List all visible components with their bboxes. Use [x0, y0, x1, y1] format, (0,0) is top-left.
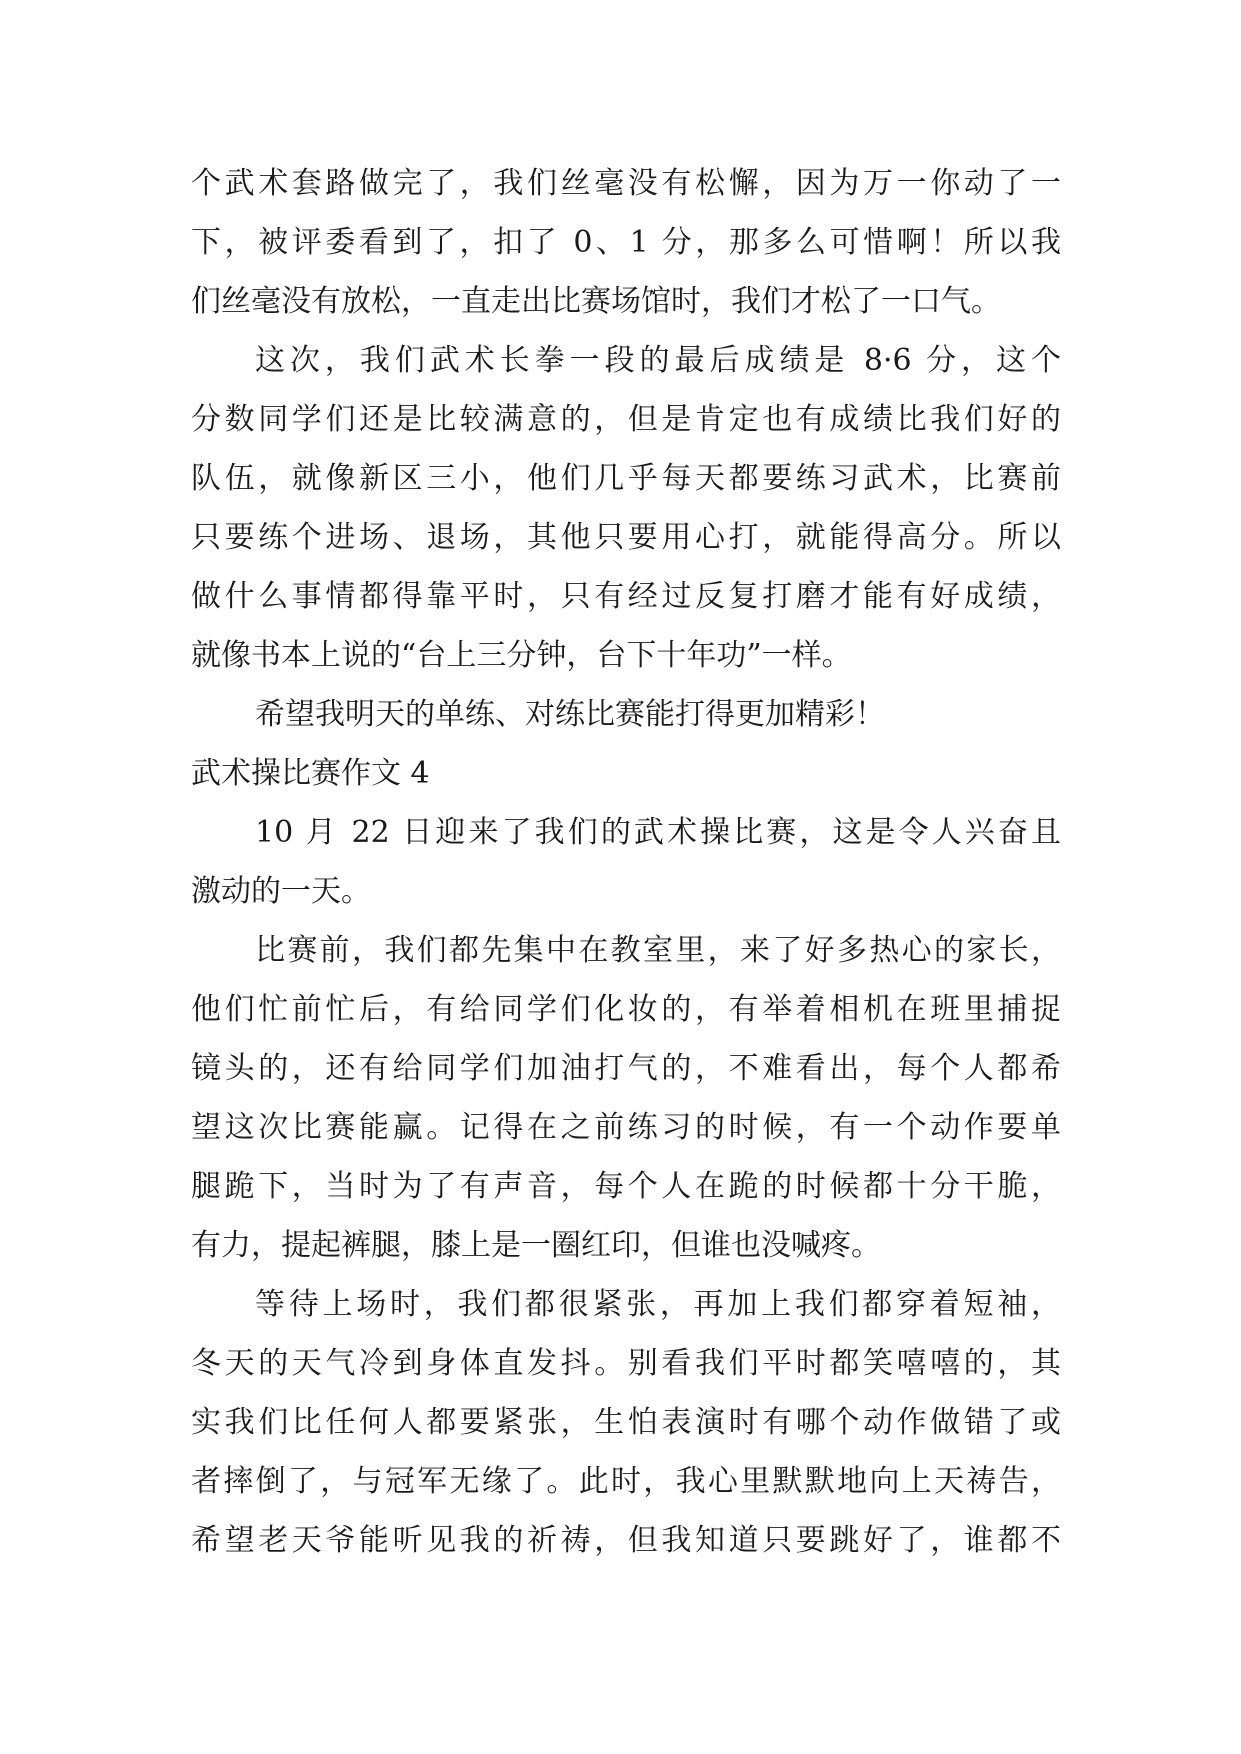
section-heading: 武术操比赛作文 4	[191, 756, 430, 791]
text-line: 望这次比赛能赢。记得在之前练习的时候，有一个动作要单	[191, 1110, 1061, 1145]
text-line: 者摔倒了，与冠军无缘了。此时，我心里默默地向上天祷告，	[191, 1464, 1061, 1499]
text-line: 比赛前，我们都先集中在教室里，来了好多热心的家长，	[255, 933, 1061, 968]
text-line: 下，被评委看到了，扣了 0、1 分，那多么可惜啊！所以我	[191, 225, 1061, 260]
text-line: 队伍，就像新区三小，他们几乎每天都要练习武术，比赛前	[191, 461, 1061, 496]
text-line: 有力，提起裤腿，膝上是一圈红印，但谁也没喊疼。	[191, 1228, 881, 1263]
text-line: 他们忙前忙后，有给同学们化妆的，有举着相机在班里捕捉	[191, 992, 1061, 1027]
text-line: 个武术套路做完了，我们丝毫没有松懈，因为万一你动了一	[191, 166, 1061, 201]
text-line: 激动的一天。	[191, 874, 371, 909]
text-line: 这次，我们武术长拳一段的最后成绩是 8·6 分，这个	[255, 343, 1061, 378]
text-line: 只要练个进场、退场，其他只要用心打，就能得高分。所以	[191, 520, 1061, 555]
text-line: 希望老天爷能听见我的祈祷，但我知道只要跳好了，谁都不	[191, 1523, 1061, 1558]
text-line: 就像书本上说的“台上三分钟，台下十年功”一样。	[191, 638, 852, 673]
text-line: 们丝毫没有放松，一直走出比赛场馆时，我们才松了一口气。	[191, 284, 1001, 319]
text-line: 10 月 22 日迎来了我们的武术操比赛，这是令人兴奋且	[255, 815, 1061, 850]
text-line: 实我们比任何人都要紧张，生怕表演时有哪个动作做错了或	[191, 1405, 1061, 1440]
text-line: 镜头的，还有给同学们加油打气的，不难看出，每个人都希	[191, 1051, 1061, 1086]
text-line: 希望我明天的单练、对练比赛能打得更加精彩！	[255, 697, 885, 732]
text-line: 做什么事情都得靠平时，只有经过反复打磨才能有好成绩，	[191, 579, 1061, 614]
text-line: 腿跪下，当时为了有声音，每个人在跪的时候都十分干脆，	[191, 1169, 1061, 1204]
essay-body	[191, 154, 1061, 1570]
text-line: 等待上场时，我们都很紧张，再加上我们都穿着短袖，	[255, 1287, 1061, 1322]
text-line: 分数同学们还是比较满意的，但是肯定也有成绩比我们好的	[191, 402, 1061, 437]
text-line: 冬天的天气冷到身体直发抖。别看我们平时都笑嘻嘻的，其	[191, 1346, 1061, 1381]
